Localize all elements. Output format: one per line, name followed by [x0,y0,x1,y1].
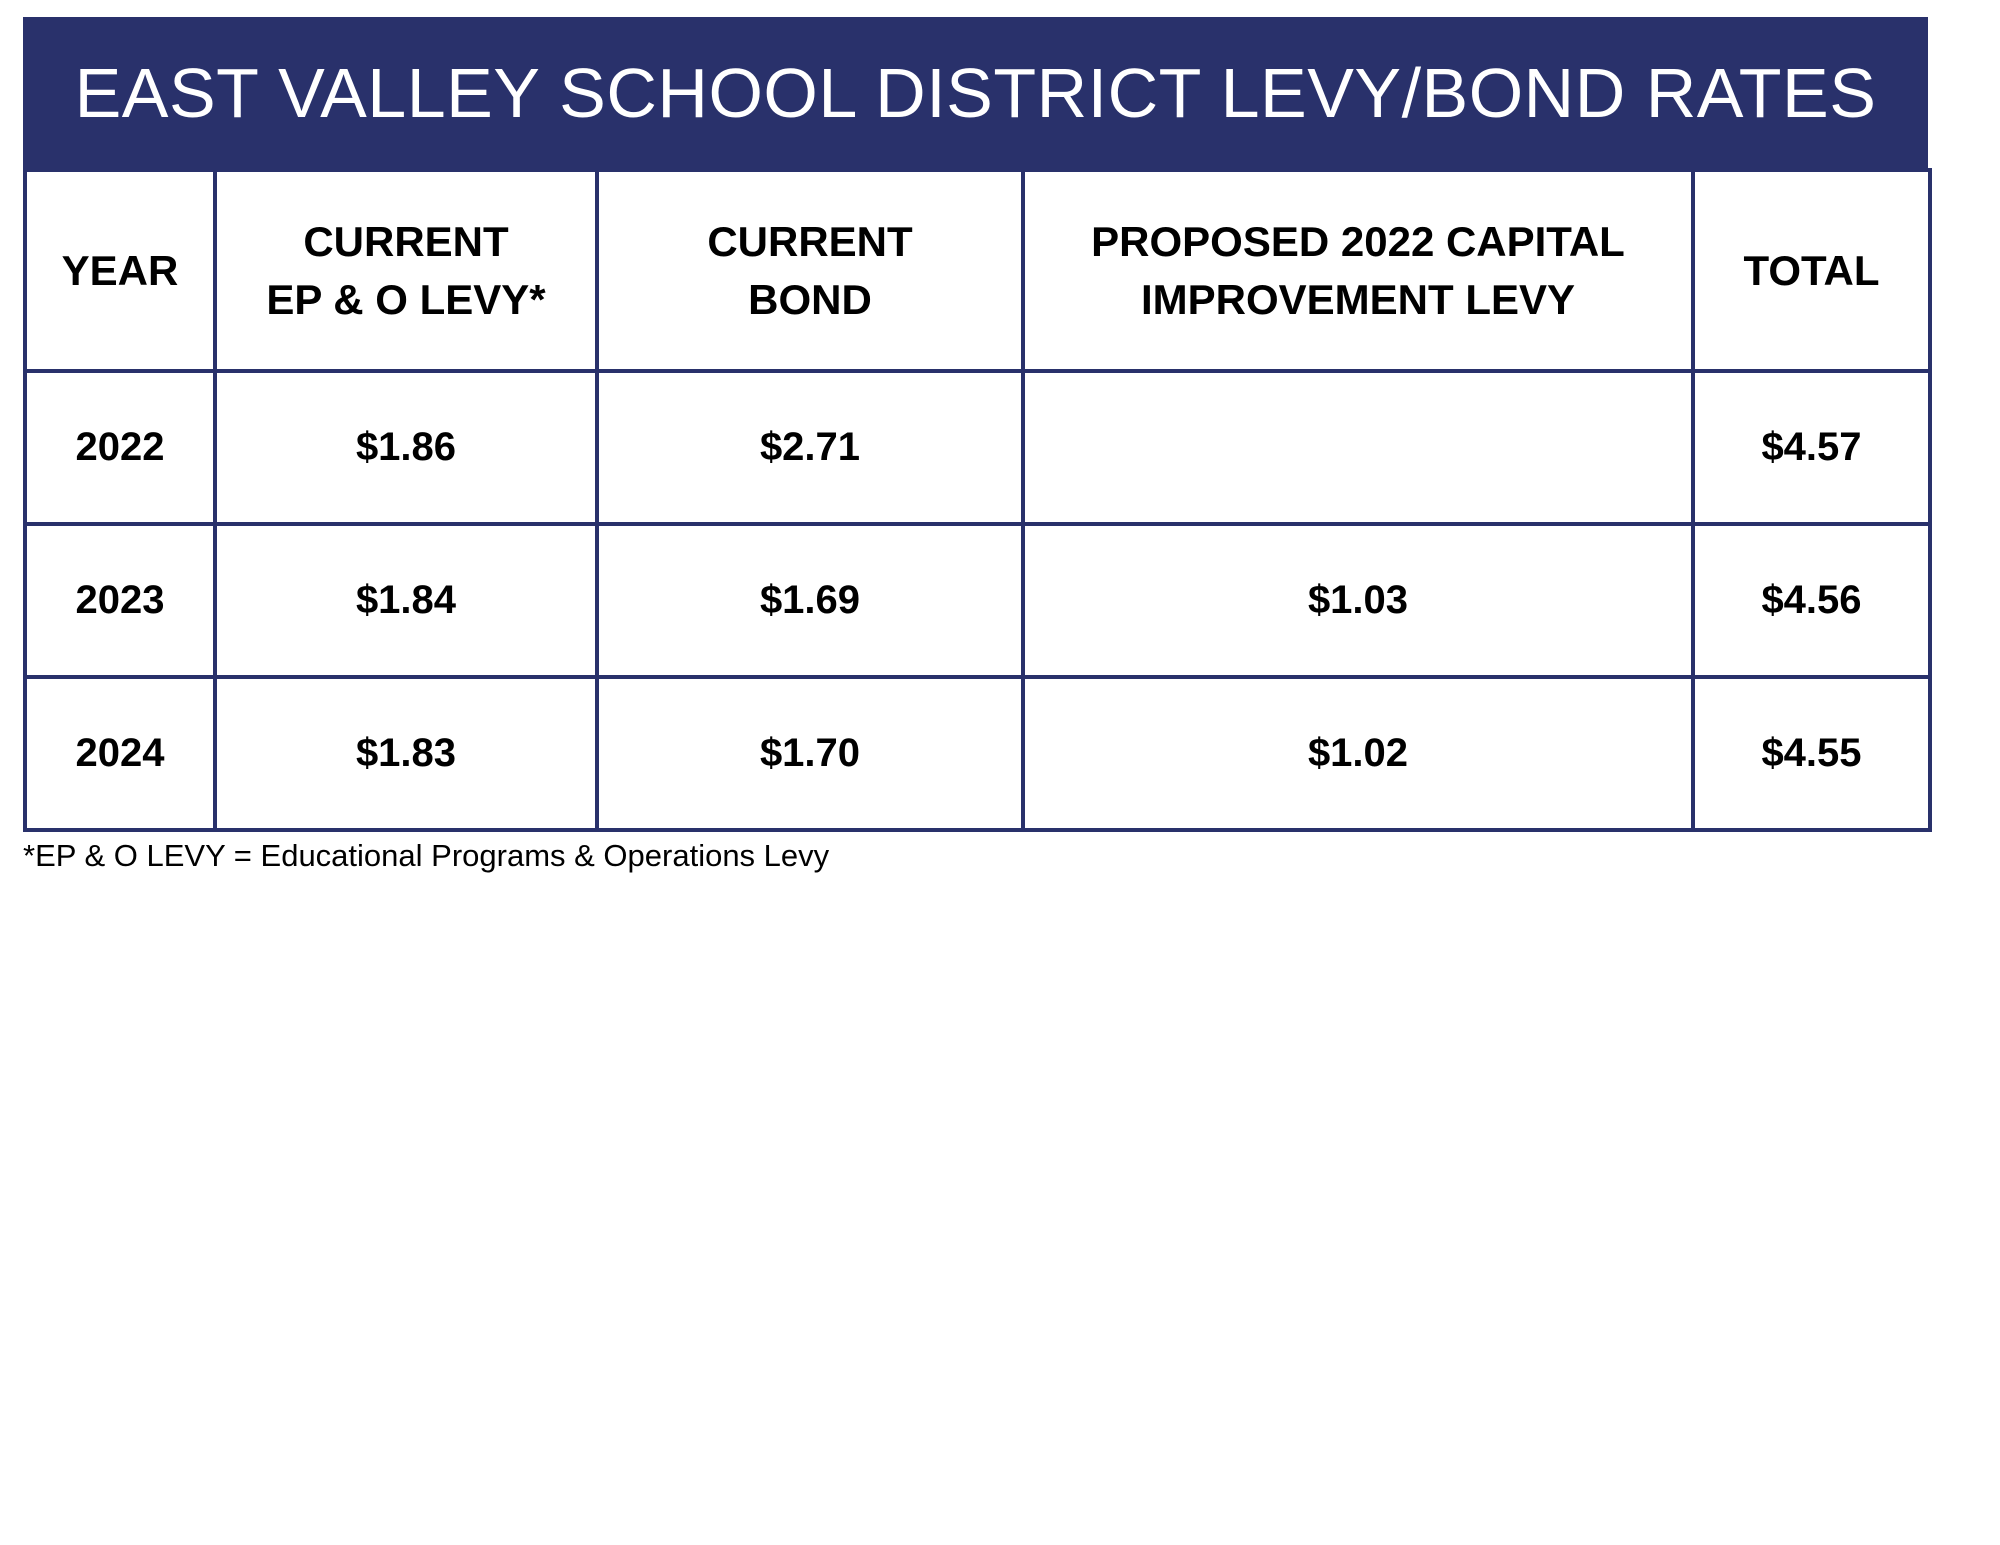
cell-year: 2023 [25,524,215,677]
cell-capital-levy: $1.03 [1023,524,1693,677]
header-row [25,170,1930,371]
cell-capital-levy [1023,371,1693,524]
cell-bond: $1.69 [597,524,1023,677]
levy-bond-rates-table [23,168,1932,832]
cell-epo-levy: $1.86 [215,371,597,524]
footnote: *EP & O LEVY = Educational Programs & Operations Levy [23,838,830,873]
column-header-capital-line2: IMPROVEMENT LEVY [1140,275,1576,323]
column-header-year [25,170,215,371]
column-header-total-label: TOTAL [1743,246,1880,294]
cell-bond: $2.71 [597,371,1023,524]
table-title: EAST VALLEY SCHOOL DISTRICT LEVY/BOND RATES [23,17,1928,168]
column-header-capital-line1: PROPOSED 2022 CAPITAL [1091,217,1625,265]
column-header-total [1693,170,1930,371]
cell-year: 2022 [25,371,215,524]
cell-total: $4.57 [1693,371,1930,524]
cell-capital-levy: $1.02 [1023,677,1693,830]
column-header-bond-line1: CURRENT [707,217,913,265]
cell-epo-levy: $1.84 [215,524,597,677]
column-header-current-bond [597,170,1023,371]
levy-bond-rates-table-container [23,17,1928,832]
cell-total: $4.56 [1693,524,1930,677]
cell-bond: $1.70 [597,677,1023,830]
table-row-2024 [25,677,1930,830]
cell-epo-levy: $1.83 [215,677,597,830]
cell-year: 2024 [25,677,215,830]
column-header-epo-line1: CURRENT [303,217,509,265]
table-row-2022 [25,371,1930,524]
column-header-bond-line2: BOND [748,275,872,323]
column-header-proposed-capital-levy [1023,170,1693,371]
column-header-epo-line2: EP & O LEVY* [266,275,546,323]
cell-total: $4.55 [1693,677,1930,830]
column-header-current-epo-levy [215,170,597,371]
column-header-year-label: YEAR [61,246,179,294]
table-row-2023 [25,524,1930,677]
